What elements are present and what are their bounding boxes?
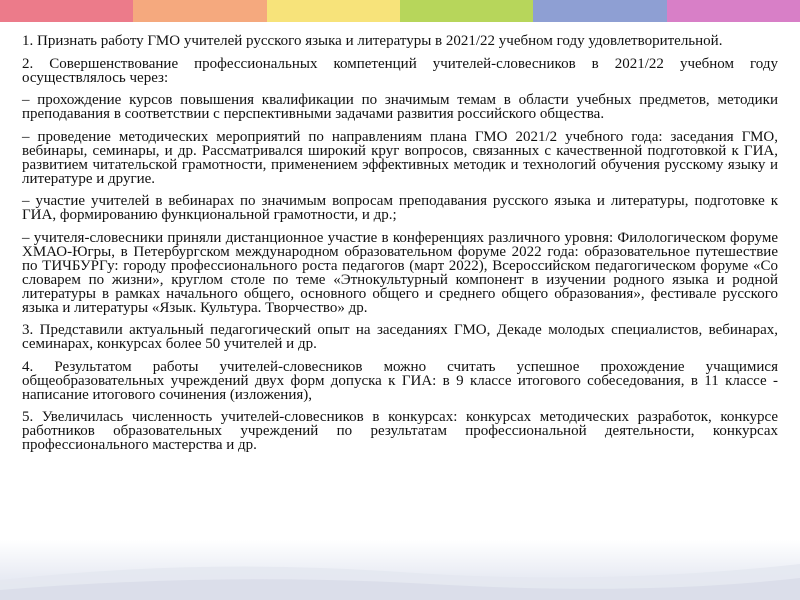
paragraph-4: – проведение методических мероприятий по направлениям плана ГМО 2021/2 учебного года: заседания ГМО, вебинары, семинары, и др. Рассматривался широкий круг вопросов, связанных с качественной подготовкой к ГИА, развитием читательской грамотности, применением эффективных методик и технологий обучения русскому языку и литературе и другие. xyxy=(22,128,778,187)
slide-text-body xyxy=(22,34,778,461)
paragraph-8: 4. Результатом работы учителей-словесников можно считать успешное прохождение учащимися общеобразовательных учреждений двух форм допуска к ГИА: в 9 классе итогового собеседования, в 11 классе - написание итогового сочинения (изложения), xyxy=(22,358,778,403)
color-bar-segment-magenta xyxy=(667,0,800,22)
color-bar-segment-blue xyxy=(533,0,666,22)
decorative-color-bar xyxy=(0,0,800,22)
paragraph-9: 5. Увеличилась численность учителей-словесников в конкурсах: конкурсах методических разработок, конкурсе работников образовательных учреждений по результатам профессиональной деятельности, конкурсах профессионального мастерства и др. xyxy=(22,409,778,453)
paragraph-3: – прохождение курсов повышения квалификации по значимым темам в области учебных предметов, методики преподавания в соответствии с перспективными задачами развития российского общества. xyxy=(22,92,778,122)
color-bar-segment-pink xyxy=(0,0,133,22)
paragraph-7: 3. Представили актуальный педагогический опыт на заседаниях ГМО, Декаде молодых специалистов, вебинарах, семинарах, конкурсах более 50 учителей и др. xyxy=(22,322,778,352)
color-bar-segment-green xyxy=(400,0,533,22)
bottom-wave-decoration xyxy=(0,550,800,600)
paragraph-6: – учителя-словесники приняли дистанционное участие в конференциях различного уровня: Филологическом форуме ХМАО-Югры, в Петербургском международном образовательном форуме 2022 года: образовательное путешествие по ТИЧБУРГу: городу профессионального роста педагогов (март 2022), Всероссийском педагогическом форуме «Со словарем по жизни», круглом столе по теме «Этнокультурный компонент в изучении родного языка и родной литературы в рамках начального общего, основного общего и среднего общего образования», фестивале русского языка и литературы «Язык. Культура. Творчество» др. xyxy=(22,229,778,316)
paragraph-2: 2. Совершенствование профессиональных компетенций учителей-словесников в 2021/22 учебном году осуществлялось через: xyxy=(22,55,778,86)
color-bar-segment-yellow xyxy=(267,0,400,22)
color-bar-segment-peach xyxy=(133,0,266,22)
paragraph-5: – участие учителей в вебинарах по значимым вопросам преподавания русского языка и литературы, подготовке к ГИА, формированию функциональной грамотности, и др.; xyxy=(22,193,778,223)
paragraph-1: 1. Признать работу ГМО учителей русского языка и литературы в 2021/22 учебном году удовлетворительной. xyxy=(22,33,723,49)
